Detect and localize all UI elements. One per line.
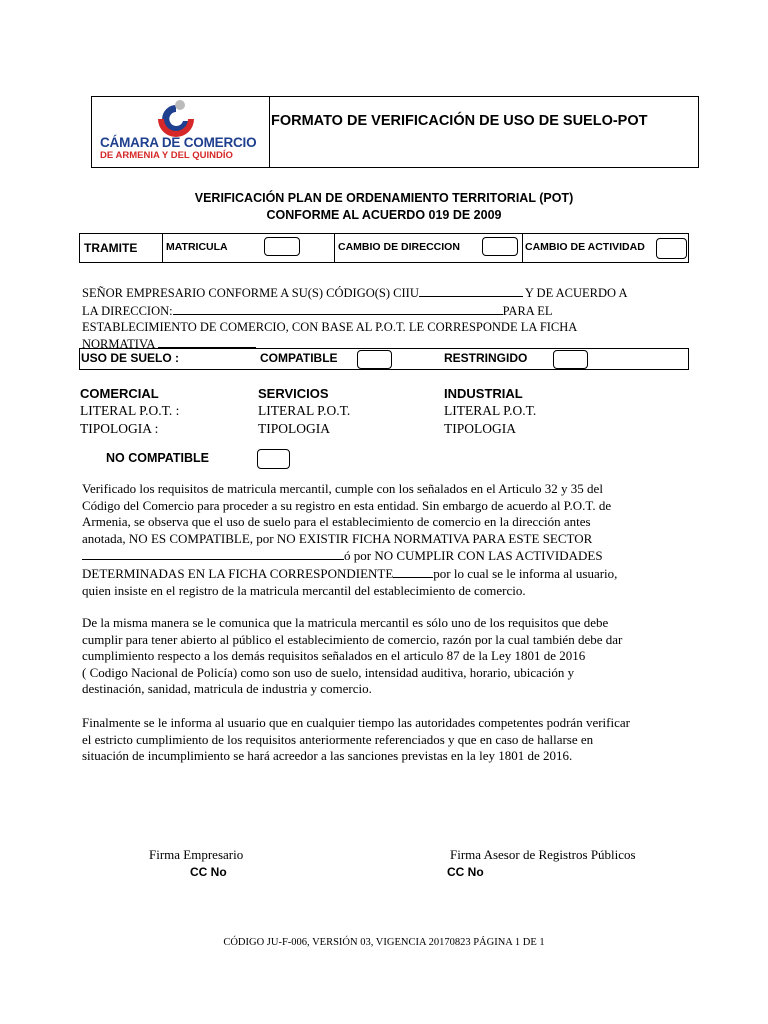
compatible-label: COMPATIBLE (260, 351, 338, 365)
literal-pot: LITERAL P.O.T. : (80, 403, 180, 418)
ficha-blank[interactable] (393, 565, 433, 578)
category-title: INDUSTRIAL (444, 386, 523, 401)
header-divider (269, 97, 270, 167)
subtitle-line2: CONFORME AL ACUERDO 019 DE 2009 (266, 208, 502, 222)
category-industrial (444, 386, 536, 438)
tipologia: TIPOLOGIA (258, 421, 330, 436)
category-servicios (258, 386, 350, 438)
restringido-checkbox[interactable] (553, 350, 588, 369)
paragraph-misma-manera: De la misma manera se le comunica que la matricula mercantil es sólo uno de los requisitos que debe cumplir para tener abierto al público el establecimiento de comercio, razón por la cual también debe dar cumplimiento respecto a los demás requisitos señalados en el articulo 87 de la Ley 1801 de 2016 ( Codigo Nacional de Policía) como son uso de suelo, intensidad auditiva, horario, ubicación y destinación, sanidad, matricula de industria y comercio. (82, 615, 623, 697)
cambio-direccion-checkbox[interactable] (482, 237, 518, 256)
option-cambio-direccion-label: CAMBIO DE DIRECCION (338, 241, 460, 253)
tipologia: TIPOLOGIA : (80, 421, 159, 436)
logo (98, 99, 268, 165)
literal-pot: LITERAL P.O.T. (444, 403, 537, 418)
subtitle-line1: VERIFICACIÓN PLAN DE ORDENAMIENTO TERRITORIAL (POT) (194, 191, 574, 205)
compatible-checkbox[interactable] (357, 350, 392, 369)
paragraph-verificado: Verificado los requisitos de matricula mercantil, cumple con los señalados en el Articulo 32 y 35 del Código del Comercio para proceder a su registro en esta entidad. Sin embargo de acuerdo al P.O.T. de Armenia, se observa que el uso de suelo para el establecimiento de comercio en la dirección antes anotada, NO ES COMPATIBLE, por NO EXISTIR FICHA NORMATIVA PARA ESTE SECTOR ó por NO CUMPLIR CON LAS ACTIVIDADES DETERMINADAS EN LA FICHA CORRESPONDIENTE por lo cual se le informa al usuario, quien insiste en el registro de la matricula mercantil del establecimiento de comercio. (82, 481, 618, 598)
ciiu-blank[interactable] (419, 284, 523, 297)
category-title: SERVICIOS (258, 386, 329, 401)
no-compatible-checkbox[interactable] (257, 449, 290, 469)
signature-asesor-label: Firma Asesor de Registros Públicos (450, 847, 636, 862)
paragraph-finalmente: Finalmente se le informa al usuario que en cualquier tiempo las autoridades competentes podrán verificar el estricto cumplimiento de los requisitos anteriormente referenciados y que en caso de hallarse en situación de incumplimiento se hará acreedor a las sanciones previstas en la ley 1801 de 2016. (82, 715, 630, 764)
signature-empresario-cc: CC No (190, 865, 227, 879)
no-compatible-label: NO COMPATIBLE (106, 451, 210, 465)
restringido-label: RESTRINGIDO (444, 351, 528, 365)
matricula-checkbox[interactable] (264, 237, 300, 256)
tipologia: TIPOLOGIA (444, 421, 516, 436)
category-comercial (80, 386, 179, 438)
cambio-actividad-checkbox[interactable] (656, 238, 687, 259)
sector-blank[interactable] (82, 547, 344, 560)
logo-line1: CÁMARA DE COMERCIO (100, 135, 257, 150)
signature-empresario-label: Firma Empresario (149, 847, 244, 862)
ficha-normativa-blank[interactable] (158, 335, 256, 348)
intro-text: SEÑOR EMPRESARIO CONFORME A SU(S) CÓDIGO(S) CIIU Y DE ACUERDO A LA DIRECCION: PARA EL ESTABLECIMIENTO DE COMERCIO, CON BASE AL P.O.T. LE CORRESPONDE LA FICHA NORMATIVA (82, 286, 628, 352)
option-cambio-actividad-label: CAMBIO DE ACTIVIDAD (525, 241, 645, 253)
direccion-blank[interactable] (173, 302, 503, 315)
page-title: FORMATO DE VERIFICACIÓN DE USO DE SUELO-POT (271, 113, 648, 129)
header-box (91, 96, 699, 168)
category-title: COMERCIAL (80, 386, 159, 401)
footer-code: CÓDIGO JU-F-006, VERSIÓN 03, VIGENCIA 20170823 PÁGINA 1 DE 1 (223, 937, 545, 948)
option-matricula-label: MATRICULA (166, 241, 228, 253)
tramite-row (79, 233, 689, 263)
tramite-label: TRAMITE (84, 241, 138, 255)
signature-asesor-cc: CC No (447, 865, 484, 879)
literal-pot: LITERAL P.O.T. (258, 403, 351, 418)
logo-line2: DE ARMENIA Y DEL QUINDÍO (100, 150, 233, 161)
uso-suelo-label: USO DE SUELO : (81, 351, 180, 365)
chamber-logo-icon (150, 99, 202, 137)
